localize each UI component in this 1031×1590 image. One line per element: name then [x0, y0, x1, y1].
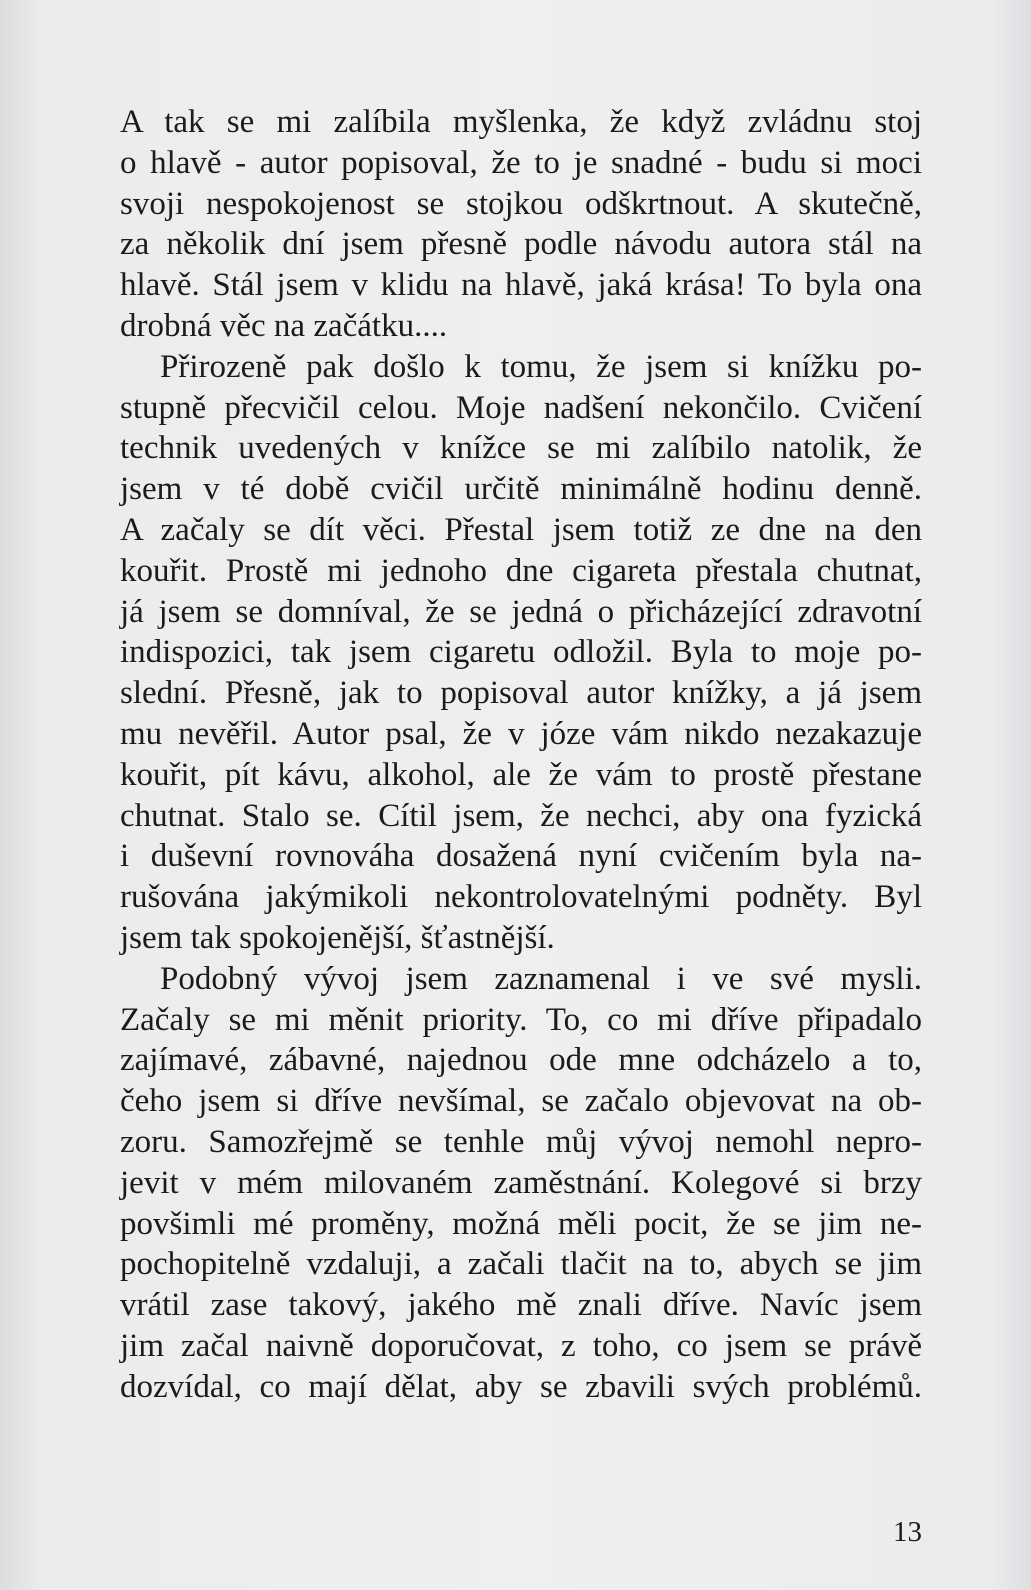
text-line: já jsem se domníval, že se jedná o přicházející zdravotní — [120, 593, 922, 630]
text-line: svoji nespokojenost se stojkou odškrtnout. A skutečně, — [120, 185, 922, 222]
text-line: i duševní rovnováha dosažená nyní cvičením byla na- — [120, 838, 922, 875]
text-line: dozvídal, co mají dělat, aby se zbavili svých problémů. — [120, 1368, 922, 1405]
text-line: zoru. Samozřejmě se tenhle můj vývoj nemohl nepro- — [120, 1123, 922, 1160]
text-line: stupně přecvičil celou. Moje nadšení nekončilo. Cvičení — [120, 389, 922, 426]
text-line: pochopitelně vzdaluji, a začali tlačit na to, abych se jim — [120, 1246, 922, 1283]
text-line: mu nevěřil. Autor psal, že v józe vám nikdo nezakazuje — [120, 715, 922, 752]
text-line: jsem v té době cvičil určitě minimálně hodinu denně. — [120, 471, 922, 508]
text-line: Začaly se mi měnit priority. To, co mi dříve připadalo — [120, 1001, 922, 1038]
text-line: jim začal naivně doporučovat, z toho, co jsem se právě — [120, 1327, 922, 1364]
text-line: drobná věc na začátku.... — [120, 307, 448, 344]
text-line: rušována jakýmikoli nekontrolovatelnými podněty. Byl — [120, 879, 922, 916]
text-line: povšimli mé proměny, možná měli pocit, že se jim ne- — [120, 1205, 922, 1242]
text-line: za několik dní jsem přesně podle návodu autora stál na — [120, 226, 922, 263]
text-line: A tak se mi zalíbila myšlenka, že když zvládnu stoj — [120, 104, 922, 140]
text-line: technik uvedených v knížce se mi zalíbilo natolik, že — [120, 430, 922, 467]
text-line: A začaly se dít věci. Přestal jsem totiž ze dne na den — [120, 511, 922, 548]
text-line: o hlavě - autor popisoval, že to je snadné - budu si moci — [120, 144, 922, 181]
body-text — [120, 102, 922, 1408]
text-line: čeho jsem si dříve nevšímal, se začalo objevovat na ob- — [120, 1083, 922, 1120]
text-line: indispozici, tak jsem cigaretu odložil. Byla to moje po- — [120, 634, 922, 671]
text-line: jsem tak spokojenější, šťastnější. — [120, 919, 555, 956]
text-line: zajímavé, zábavné, najednou ode mne odcházelo a to, — [120, 1042, 922, 1079]
text-line: kouřit. Prostě mi jednoho dne cigareta přestala chutnat, — [120, 552, 922, 589]
text-line: kouřit, pít kávu, alkohol, ale že vám to prostě přestane — [120, 756, 922, 793]
text-line: chutnat. Stalo se. Cítil jsem, že nechci, aby ona fyzická — [120, 797, 922, 834]
page-number: 13 — [893, 1516, 922, 1548]
text-line: Přirozeně pak došlo k tomu, že jsem si knížku po- — [160, 348, 922, 385]
text-line: slední. Přesně, jak to popisoval autor knížky, a já jsem — [120, 675, 922, 712]
text-line: jevit v mém milovaném zaměstnání. Kolegové si brzy — [120, 1164, 922, 1201]
text-line: vrátil zase takový, jakého mě znali dříve. Navíc jsem — [120, 1287, 922, 1324]
text-line: hlavě. Stál jsem v klidu na hlavě, jaká krása! To byla ona — [120, 267, 922, 304]
text-line: Podobný vývoj jsem zaznamenal i ve své mysli. — [160, 960, 922, 997]
